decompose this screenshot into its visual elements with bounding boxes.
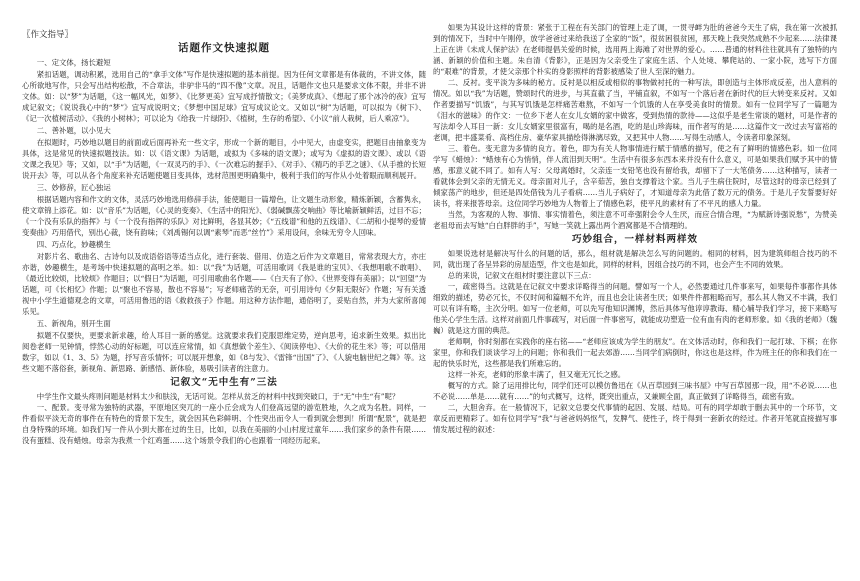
section-tag: 〖作文指导〗 xyxy=(22,30,74,40)
section-heading: 五、新视角，别开生面 xyxy=(36,319,111,328)
paragraph: 在拟题时，巧妙地以题目的前面或后面再补充一些文字，形成一个新的题目，小中见大，由虚变实，把题目由抽象变为具体，这是常见的快速拟题技法。如：以《语文课》为话题，或拟为《多味的语文课》；或写为《虚拟的语文课》、或以《语文课之我见》等；又如，以“手”为话题，《一双灵巧的手》、《一次难忘的握手》、《对手》、《精巧的手艺之谜》、《从手推的长短说开去》等，可以从各个角度来补充话题使题目变具体，选材范围更明确集中，极利于我们的写作从小处着眼而顺利展开。 xyxy=(22,138,426,180)
article-title-3: 巧妙组合，一样材料两样效 xyxy=(571,234,698,245)
paragraph: 拟题不仅要快，更要求新求趣，给人耳目一新的感觉。这就要求我们克服思维定势，逆向思考，追求新生效果。拟出比阅卷老师一见钟情，悖然心动的好标题，可以连应常情，如《真想做个差生》、《阅读停电》、《大价的花生米》等；可以借用数字，如以《1、3、5》为题，抒写音乐情怀；可以展开想象，如《8与发》、《雷锋“出国”了》、《人貌电脑世纪之舞》等。这些文题不落俗套，新视角、新思路、新感悟、新体验，易吸引读者的注意力。 xyxy=(22,331,426,373)
paragraph: 二、反衬。变平淡为多味的秘方。反衬是以相反或相似的事物做衬托的一种写法，即创造与主体形成反差，出人意料的情况。如以“我”为话题，赞颂时代的进步，与其直截了当，平铺直叙，不如写一个落后者在新时代的巨大转变来反衬。又如作者要描写“饥饿”，与其写饥饿是怎样痛苦难熬，不如写一个饥饿的人在享受美食时的情景。如有一位同学写了一篇题为《泪水的滋味》的作文：一位乡下老人在女儿女婿的家中做客，受到热情的款待——这似乎是老生常谈的题材，可是作者的写法却令人耳目一新：女儿女婿家里很富有，喝的是名酒，吃的是山珍海味，而作者写的是……这篇作文一改过去写富裕的老调，把丰盛菜肴、高档住房、豪华家具描绘得淋漓尽致，又把其中人物……写得生动感人，令读者印象深刻。 xyxy=(433,78,837,142)
paragraph: 老师啊，你时刻都在实践你的座右铭——“老师应该成为学生的朋友”。在文体活动时，你和我们一起打球、下棋；在你家里，你和我们谈谈学习上的问题；你和我们一起去郊游……当同学们病倒时，你这也是这样，作为班主任的你和我们在一起的快乐时光，这些都是我们所难忘的。 xyxy=(433,337,837,368)
left-column xyxy=(22,30,426,446)
paragraph: 概写的方式。除了运用排比句，同学们还可以模仿鲁迅在《从百草园到三味书屋》中写百草园那一段，用“不必说……也不必说……单是……就有……”的句式概写，这样，既突出重点，又兼顾全面，真正做到了详略得当，疏密有致。 xyxy=(433,381,837,401)
paragraph: 根据话题内容和作文的文体，灵活巧妙地选用修辞手法，能使题目一篇增色，让文题生动形象，精炼新颖，含蓄隽永，使文章锦上添花。如：以“音乐”为话题，《心灵的变奏》、《生活中的阳光》、《弱碱飘荡交响曲》等比喻新颖鲜活，过目不忘；《一个没有乐队的指挥》与《一个没有指挥的乐队》对比鲜明，各显其妙；《“五线谱”和他的五线谱》、《二胡和小提琴的爱情变奏曲》巧用借代，别出心裁，饶有韵味；《刘禹锡何以调“素琴”而恶“丝竹”》采用设问，余味无穷令人回味。 xyxy=(22,195,426,237)
paragraph: 对影片名、歌曲名、古诗句以及成语俗语等适当点化，进行套装、借用、仿造之后作为文章题目，常常表现大方，亦庄亦谐，妙趣横生，是考场中快速拟题的高明之举。如：以“我”为话题，可活用歌词《我是谁的宝贝》、《我想唱歌不敢唱》、《最近比较烦，比较烦》作题目；以“假日”为话题，可引用歌曲名作题——《白天有了你》、《世界变得有美丽》；以“回望”为话题，可《长相忆》作题；以“聚也不容易，散也不容易”；写老师痛苦的无奈，可引用诗句《夕阳无限好》作题；写有关透视中小学生道德观念的文章，可活用鲁迅的语《救救孩子》作题。用这种方法作题，通俗明了，妥贴自然，并为大家所喜闻乐见。 xyxy=(22,252,426,316)
paragraph: 三、着色。变无意为多情的良方。着色，即为有关人物事情进行赋于情感的描写，使之有了鲜明的情感色彩。如一位同学写《蜡烛》：“蜡烛有心为悄悄，伴人流泪到天明”。生活中有很多东西本来并没有什么意义，可是如果我们赋予其中的情感，那意义就不同了。如有人写：父母离婚时，父亲连一支铅笔也没有留给我，却留下了一大笔债务……这种描写，读者一看就体会到父亲的无情无义。母亲面对儿子，含辛茹苦，独自支撑着这个家。当儿子生病住院时，尽管这时的母亲已经到了倾家荡产的地步，但还是四处借钱为儿子看病……当儿子病好了，才知道母亲为此借了数万元的债务。于是儿子发誓要好好读书，将来报答母亲。这位同学巧妙地为人物着上了情感色彩，使平凡的素材有了不平凡的感人力量。 xyxy=(433,144,837,208)
paragraph: 一，疏密得当。这就是在记叙文中要求详略得当的问题。譬如写一个人，必然要通过几件事来写，如果每件事都作具体细致的描述，势必冗长，不仅时间和篇幅不允许，而且也会让读者生厌；如果件件都粗略而写，那么其人物又不丰满，我们可以有详有略，主次分明。如写一位老师，可以先写他知识渊博，然后具体写他谆谆教诲、精心辅导我们学习，接下来略写他关心学生生活。这样对前面几件事疏写，对后面一件事密写，就能成功塑造一位有血有肉的老师形象。如《我的老师》（魏巍）就是这方面的典范。 xyxy=(433,282,837,335)
paragraph: 一、配景。变寻常为独特的武器，平原地区突兀的一座小丘会成为人们登高远望的游览胜地，久之成为名胜。同样，一件看似平淡无奇的事件在有特色的背景下发生，就会因其色彩鲜明、个性突出而令人一看到就会想到！所谓“配景”，就是把自身特殊的环境。如我们写一件从小到大都在过的生日，比如，以我在美丽的小山村度过童年……我们家乡的条件有限……没有蛋糕、没有蜡烛。母亲为我煮一个红鸡蛋……这个场景令我们的心也跟着一同经历起来。 xyxy=(22,403,426,445)
section-heading: 四、巧点化，妙趣横生 xyxy=(36,240,111,249)
paragraph: 如果说选材是解决写什么的问题的话，那么，组材就是解决怎么写的问题的。相同的材料，因为建筑师组合技巧的不同，就出现了各呈异彩的房屋造型，作文也是如此，同样的材料，因组合技巧的不同，也会产生不同的效果。 xyxy=(433,249,837,269)
paragraph: 紧扣话题，调动积累，选用自己的“拿手文体”写作是快速拟题的基本前提。因为任何文章都是有体裁的，不讲文体，随心所欲地写作，只会写出结构松散，不合章法，非驴非马的“四不像”文章。况且，话题作文也只是要求文体不限，并非不讲文体。如：以“梦”为话题，《这一幅风光，如梦》、《比梦更美》宜写成抒情散文；《美梦成真》、《想起了那个冰冷的夜》宜写成记叙文；《说说我心中的“梦”》宜写成说明文；《梦想中国足球》宜写成议论文。又如以“树”为话题，可以拟为《树下》、《记一次植树活动》、《我的小树林》；可以论为《给我一片绿阴》、《植树，生存的希望》、《小议“前人栽树，后人乘凉”》。 xyxy=(22,70,426,123)
right-column xyxy=(433,22,837,435)
paragraph: 这样一补充，老师的形象丰满了，但又毫无冗长之感。 xyxy=(447,370,626,379)
article-title: 话题作文快速拟题 xyxy=(178,42,270,54)
paragraph: 总的来说，记叙文在组材时要注意以下三点： xyxy=(447,271,596,280)
paragraph: 二，大胆舍弃。在一般情况下，记叙文总要交代事情的起因、发展、结局。可有的同学却敢于删去其中的一个环节，文章反而更精彩了。如有位同学写“我”与爸爸妈妈怄气，发脾气、使性子，终于得到一套新衣的经过。作者开笔就直接描写事情发展过程的叙述： xyxy=(433,403,837,434)
paragraph: 中学生作文最头疼则问题是材料太少和肤浅，无话可说。怎样从贫乏的材料中找到突破口，于“无”中生“有”呢？ xyxy=(36,392,400,401)
article-title-2: 记叙文“无中生有”三法 xyxy=(170,377,278,388)
section-heading: 二、善补题，以小见大 xyxy=(36,126,111,135)
section-heading: 一、定文体，扬长避短 xyxy=(36,58,111,67)
paragraph: 当然，为客观的人物、事情、事实情着色，须注意不可牵强附会令人生厌，而应合情合理，“为赋新诗强说愁”，为赞美老祖母而去写她“白白胖胖的手”，写她一笑就上露出两个酒窝都是不合情理的。 xyxy=(433,210,837,230)
paragraph: 如果为其设计这样的背景：紧张于工程在有关部门的管理上走了调，一贯寻衅为肚的爸爸今天生了病，我在第一次被抓到的情况下，当时中午刚停，放学爸爸过来给我送了全家的“饭”，很贫困很贫困，那天晚上我突然成熟不少起来……法律课上正在讲《未成人保护法》在老师提倡关爱的时候，选用两上海滩了对世界的爱心。……普通的材料往往就具有了独特的内涵、新颖的价值和主题。朱自清《背影》，正是因为父亲受生了家庭生活、个人处境、攀爬站的、一家小院，选写下方面的“艰难”的背景，才使父亲那个朴实的身影照样的背影被感染了世人至深的魅力。 xyxy=(433,23,837,76)
section-heading: 三、妙修辞，匠心独运 xyxy=(36,183,111,192)
